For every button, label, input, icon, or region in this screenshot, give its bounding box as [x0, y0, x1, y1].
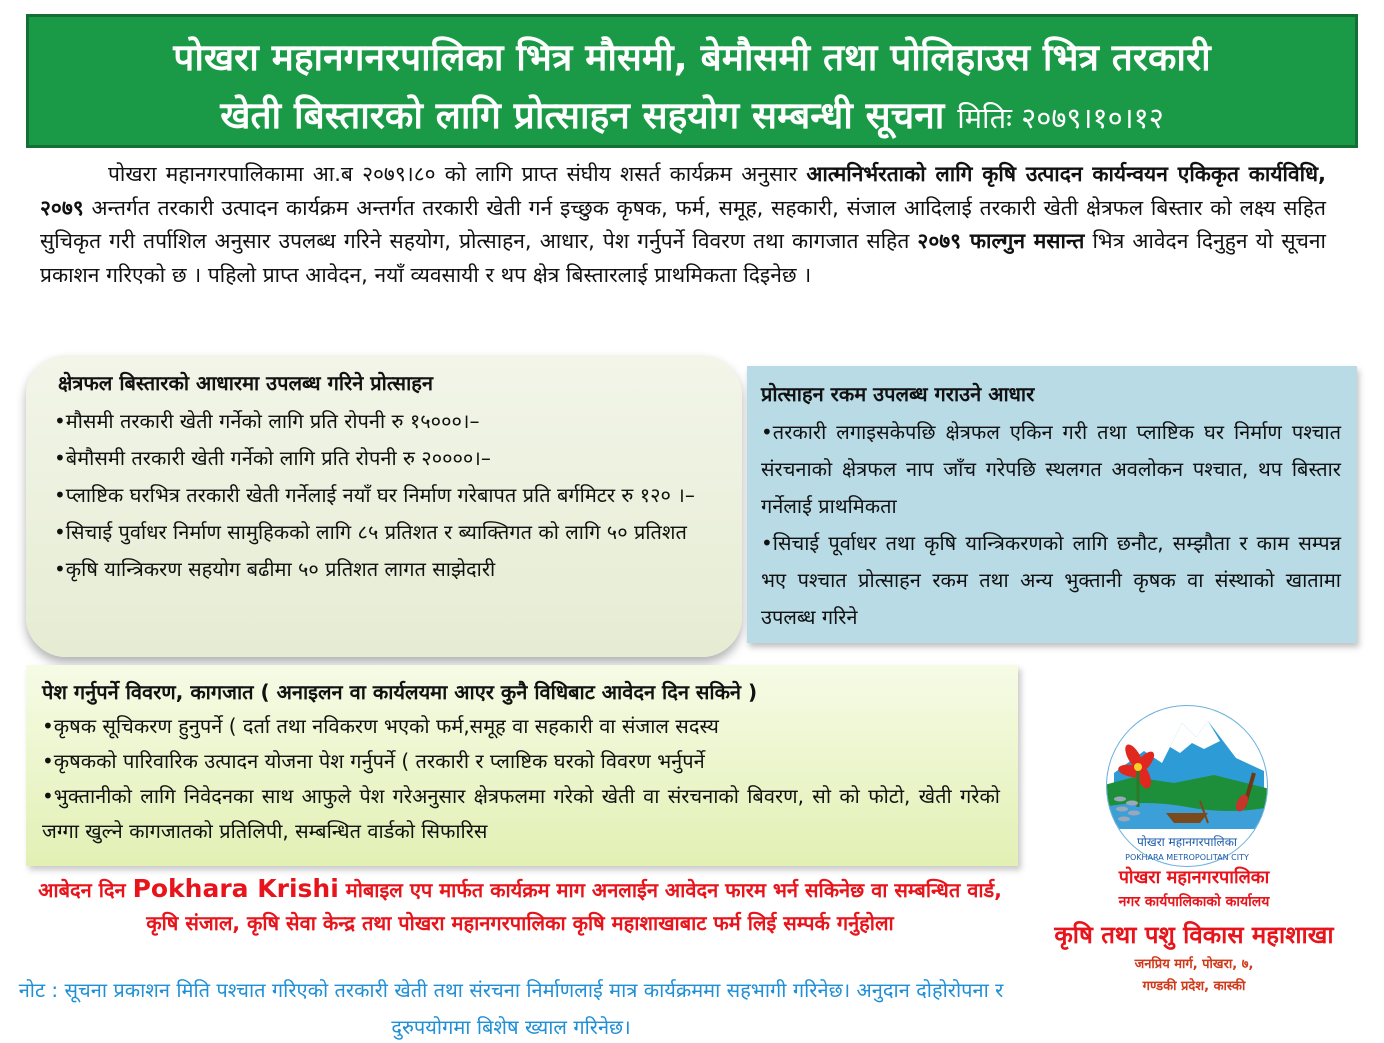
office-subtitle: नगर कार्यपालिकाको कार्यालय — [1118, 894, 1270, 910]
application-note — [30, 872, 1010, 940]
required-documents-box — [26, 665, 1018, 866]
intro-part-2: अन्तर्गत तरकारी उत्पादन कार्यक्रम अन्तर्गत तरकारी खेती गर्न इच्छुक कृषक, फर्म, समूह, सहकारी, संजाल आदिलाई तरकारी खेती क्षेत्रफल बिस्तार को लक्ष्य सहित सुचिकृत गरी तर्पाशिल अनुसार उपलब्ध गरिने सहयोग, प्रोत्साहन, आधार, पेश गर्नुपर्ने विवरण तथा कागजात सहित — [40, 195, 1326, 253]
department-name: कृषि तथा पशु विकास महाशाखा — [1054, 921, 1334, 949]
pokhara-metropolitan-logo — [1104, 703, 1270, 869]
footnote: नोट : सूचना प्रकाशन मिति पश्चात गरिएको तरकारी खेती तथा संरचना निर्माणलाई मात्र कार्यक्रममा सहभागी गरिनेछ। अनुदान दोहोरोपना र दुरुपयोगमा बिशेष ख्याल गरिनेछ। — [18, 978, 1004, 1039]
list-item: •मौसमी तरकारी खेती गर्नेको लागि प्रति रोपनी रु १५०००।– — [54, 409, 480, 433]
title-line-2 — [29, 93, 1355, 141]
area-incentive-box — [26, 355, 742, 657]
docs-box-heading: पेश गर्नुपर्ने विवरण, कागजात ( अनाइलन वा कार्यलयमा आएर कुनै विधिबाट आवेदन दिन सकिने ) — [42, 680, 758, 704]
intro-part-1: पोखरा महानगरपालिकामा आ.ब २०७९।८० को लागि प्राप्त संघीय शसर्त कार्यक्रम अनुसार — [108, 162, 807, 186]
office-name: पोखरा महानगरपालिका — [1118, 867, 1270, 888]
list-item: •सिचाई पूर्वाधर तथा कृषि यान्त्रिकरणको लागि छनौट, सम्झौता र काम सम्पन्न भए पश्चात प्रोत्साहन रकम तथा अन्य भुक्तानी कृषक वा संस्थाको खातामा उपलब्ध गरिने — [761, 531, 1341, 629]
logo-name-np: पोखरा महानगरपालिका — [1136, 835, 1238, 849]
area-box-heading: क्षेत्रफल बिस्तारको आधारमा उपलब्ध गरिने प्रोत्साहन — [58, 371, 433, 395]
basis-box-heading: प्रोत्साहन रकम उपलब्ध गराउने आधार — [761, 382, 1035, 406]
intro-part-3: भित्र आवेदन दिनुहुन यो सूचना प्रकाशन गरिएको छ । पहिलो प्राप्त आवेदन, नयाँ व्यवसायी र थप क्षेत्र बिस्तारलाई प्राथमिकता दिइनेछ । — [40, 229, 1326, 287]
apply-prefix: आबेदन दिन — [38, 878, 133, 902]
list-item: •सिचाई पुर्वाधर निर्माण सामुहिकको लागि ८५ प्रतिशत र ब्याक्तिगत को लागि ५० प्रतिशत — [54, 520, 687, 544]
list-item: •कृषक सूचिकरण हुनुपर्ने ( दर्ता तथा नविकरण भएको फर्म,समूह वा सहकारी वा संजाल सदस्य — [42, 714, 719, 738]
logo-name-en: POKHARA METROPOLITAN CITY — [1125, 853, 1249, 862]
list-item: •भुक्तानीको लागि निवेदनका साथ आफुले पेश गरेअनुसार क्षेत्रफलमा गरेको खेती वा संरचनाको बिवरण, सो को फोटो, खेती गरेको जग्गा खुल्ने कागजातको प्रतिलिपी, सम्बन्धित वार्डको सिफारिस — [42, 784, 1000, 843]
list-item: •तरकारी लगाइसकेपछि क्षेत्रफल एकिन गरी तथा प्लाष्टिक घर निर्माण पश्चात संरचनाको क्षेत्रफल नाप जाँच गरेपछि स्थलगत अवलोकन पश्चात, थप बिस्तार गर्नेलाई प्राथमिकता — [761, 420, 1341, 518]
address-line-2: गण्डकी प्रदेश, कास्की — [1142, 979, 1246, 994]
list-item: •कृषकको पारिवारिक उत्पादन योजना पेश गर्नुपर्ने ( तरकारी र प्लाष्टिक घरको विवरण भर्नुपर्ने — [42, 749, 705, 773]
apply-suffix: मोबाइल एप मार्फत कार्यक्रम माग अनलाईन आवेदन फारम भर्न सकिनेछ वा सम्बन्धित वार्ड, कृषि संजाल, कृषि सेवा केन्द्र तथा पोखरा महानगरपालिका कृषि महाशाखाबाट फर्म लिई सम्पर्क गर्नुहोला — [146, 878, 1002, 935]
title-banner — [26, 14, 1358, 148]
title-line-1: पोखरा महानगनरपालिका भित्र मौसमी, बेमौसमी तथा पोलिहाउस भित्र तरकारी — [173, 36, 1211, 79]
address-line-1: जनप्रिय मार्ग, पोखरा, ७, — [1134, 957, 1254, 972]
office-info — [1022, 866, 1366, 998]
list-item: •बेमौसमी तरकारी खेती गर्नेको लागि प्रति रोपनी रु २००००।– — [54, 446, 491, 470]
intro-bold-1: आत्मनिर्भरताको लागि कृषि उत्पादन कार्यन्वयन एकिकृत कार्यविधि, २०७९ — [40, 162, 1326, 220]
title-line-2-text: खेती बिस्तारको लागि प्रोत्साहन सहयोग सम्बन्धी सूचना — [220, 94, 945, 137]
intro-paragraph — [40, 158, 1326, 292]
app-name: Pokhara Krishi — [132, 874, 339, 903]
intro-deadline: २०७९ फाल्गुन मसान्त — [917, 229, 1085, 253]
list-item: •प्लाष्टिक घरभित्र तरकारी खेती गर्नेलाई नयाँ घर निर्माण गरेबापत प्रति बर्गमिटर रु १२० ।– — [54, 483, 695, 507]
notice-date: मितिः २०७९।१०।१२ — [957, 101, 1164, 135]
list-item: •कृषि यान्त्रिकरण सहयोग बढीमा ५० प्रतिशत लागत साझेदारी — [54, 557, 496, 581]
incentive-basis-box — [747, 366, 1357, 643]
